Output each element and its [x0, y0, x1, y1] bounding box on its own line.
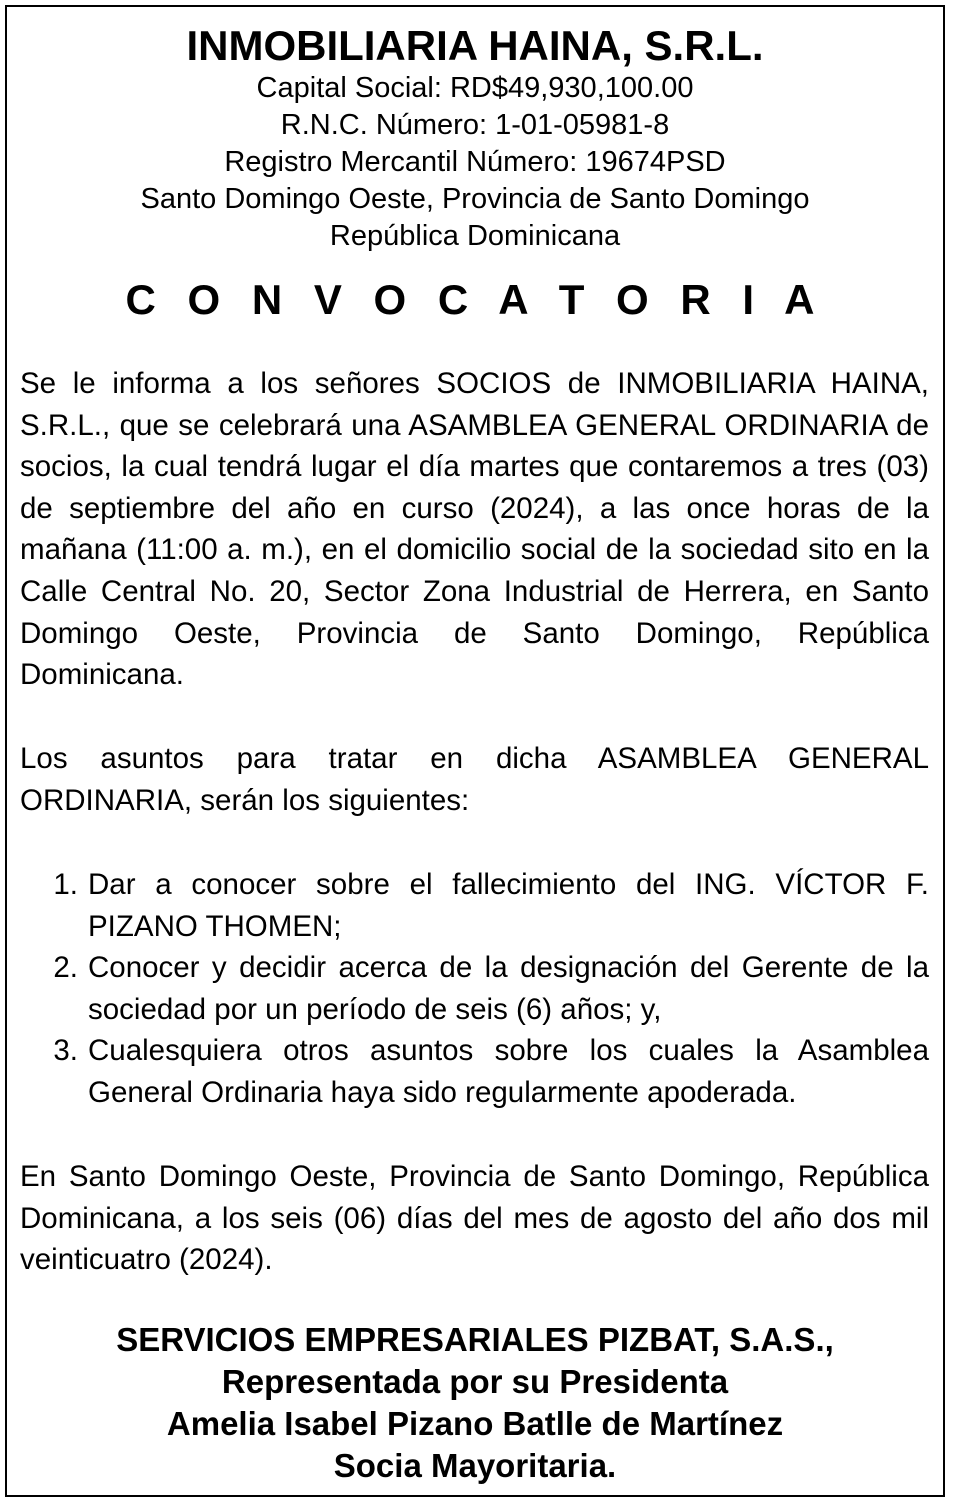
agenda-item-number: 3. — [53, 1034, 78, 1068]
agenda-item-text: Conocer y decidir acerca de la designación del Gerente de la sociedad por un período de seis (6) años; y, — [88, 951, 929, 1026]
agenda-item-number: 1. — [53, 868, 78, 901]
agenda-item — [20, 1030, 929, 1113]
agenda-item-text: Cualesquiera otros asuntos sobre los cuales la Asamblea General Ordinaria haya sido regularmente apoderada. — [88, 1034, 929, 1109]
capital-social: Capital Social: RD$49,930,100.00 — [256, 72, 694, 104]
company-location: Santo Domingo Oeste, Provincia de Santo Domingo — [140, 183, 810, 215]
company-country: República Dominicana — [329, 220, 621, 252]
rnc-number: R.N.C. Número: 1-01-05981-8 — [280, 109, 670, 141]
agenda-intro-paragraph: Los asuntos para tratar en dicha ASAMBLEA GENERAL ORDINARIA, serán los siguientes: — [20, 742, 929, 817]
signature-role: Socia Mayoritaria. — [333, 1447, 617, 1484]
signature-represented: Representada por su Presidenta — [221, 1363, 729, 1400]
signature-block — [7, 1319, 943, 1487]
company-name: INMOBILIARIA HAINA, S.R.L. — [186, 22, 764, 69]
intro-paragraph: Se le informa a los señores SOCIOS de INMOBILIARIA HAINA, S.R.L., que se celebrará una ASAMBLEA GENERAL ORDINARIA de socios, la cual tendrá lugar el día martes que contaremos a tres (03) de septiembre del año en curso (2024), a las once horas de la mañana (11:00 a. m.), en el domicilio social de la sociedad sito en la Calle Central No. 20, Sector Zona Industrial de Herrera, en Santo Domingo Oeste, Provincia de Santo Domingo, República Dominicana. — [20, 367, 929, 692]
notice-title: C O N V O C A T O R I A — [125, 276, 825, 323]
signature-name: Amelia Isabel Pizano Batlle de Martínez — [166, 1405, 784, 1442]
signature-company: SERVICIOS EMPRESARIALES PIZBAT, S.A.S., — [116, 1321, 834, 1358]
agenda-item-text: Dar a conocer sobre el fallecimiento del ING. VÍCTOR F. PIZANO THOMEN; — [88, 868, 929, 943]
notice-frame — [5, 5, 945, 1497]
agenda-item-number: 2. — [53, 951, 78, 985]
agenda-item — [20, 864, 929, 947]
closing-paragraph: En Santo Domingo Oeste, Provincia de Santo Domingo, República Dominicana, a los seis (06) días del mes de agosto del año dos mil veinticuatro (2024). — [20, 1160, 929, 1277]
registro-mercantil: Registro Mercantil Número: 19674PSD — [224, 146, 726, 178]
company-header — [7, 7, 943, 255]
agenda-item — [20, 947, 929, 1030]
agenda-list — [20, 864, 929, 1114]
